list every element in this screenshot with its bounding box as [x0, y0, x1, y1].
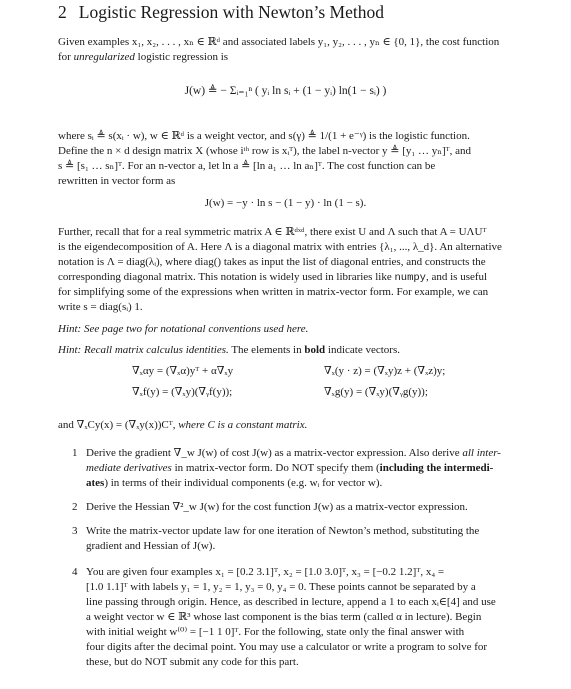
eigen-line-5: for simplifying some of the expressions when written in matrix-vector form. For example, we can: [58, 286, 489, 298]
task-1-bold-2: ates: [86, 477, 105, 489]
intro-text-tail: logistic regression is: [134, 51, 229, 63]
task-4-line-2: [1.0 1.1]ᵀ with labels y₁ = 1, y₂ = 1, y₃ = 0, y₄ = 0. These points cannot be separated by a: [86, 581, 476, 593]
hint-matrix-calculus: [58, 343, 541, 358]
hint-text: The elements in: [228, 344, 305, 356]
identity-1: ∇ₓαy = (∇ₓα)yᵀ + α∇ₓy: [132, 365, 234, 377]
identity-2: ∇ₓ(y · z) = (∇ₓy)z + (∇ₓz)y;: [324, 365, 446, 377]
task-3: [72, 524, 541, 554]
intro-emphasis: unregularized: [73, 51, 135, 63]
task-2-line-1: Derive the Hessian ∇²_w J(w) for the cost function J(w) as a matrix-vector expression.: [86, 501, 468, 513]
task-number: 3: [72, 525, 78, 537]
hint-notation: Hint: See page two for notational conventions used here.: [58, 323, 309, 335]
identity-5-note: where C is a constant matrix.: [178, 419, 308, 431]
task-4-line-6: four digits after the decimal point. You may use a calculator or write a program to solve for: [86, 641, 488, 653]
task-1-text: Derive the gradient ∇_w J(w) of cost J(w) as a matrix-vector expression. Also derive: [86, 447, 463, 459]
task-1-line-3: [86, 476, 541, 491]
hint-bold-word: bold: [304, 344, 326, 356]
task-1-bold: including the intermedi-: [379, 462, 494, 474]
where-line-2: Define the n × d design matrix X (whose iᵗʰ row is xᵢᵀ), the label n-vector y ≜ [y₁ … yₙ]ᵀ, and: [58, 145, 472, 157]
task-1-text-3: ) in terms of their individual components (e.g. wᵢ for vector w).: [104, 477, 383, 489]
identity-5: and ∇ₓCy(x) = (∇ₓy(x))Cᵀ,: [58, 419, 179, 431]
identity-4: ∇ₓg(y) = (∇ₓy)(∇ᵧg(y));: [324, 386, 428, 398]
section-title: Logistic Regression with Newton’s Method: [78, 2, 385, 22]
task-1-line-2: [86, 461, 541, 476]
task-4-line-4: a weight vector w ∈ ℝ³ whose last component is the bias term (called α in lecture). Begin: [86, 611, 482, 623]
eigen-line-6: write s = diag(sᵢ) 1.: [58, 301, 143, 313]
task-3-line-1: Write the matrix-vector update law for one iteration of Newton’s method, substituting the: [86, 525, 480, 537]
numpy-code: numpy: [394, 272, 426, 284]
section-heading: [58, 0, 384, 24]
task-4-line-1: You are given four examples x₁ = [0.2 3.1]ᵀ, x₂ = [1.0 3.0]ᵀ, x₃ = [−0.2 1.2]ᵀ, x₄ =: [86, 566, 445, 578]
task-1: [72, 446, 541, 491]
task-4-line-7: these, but do NOT submit any code for this part.: [86, 656, 299, 668]
eigen-line-3: notation is Λ = diag(λᵢ), where diag() takes as input the list of diagonal entries, and constructs the: [58, 256, 486, 268]
eigen-line-1: Further, recall that for a real symmetric matrix A ∈ ℝᵈˣᵈ, there exist U and Λ such that A = UΛUᵀ: [58, 226, 487, 238]
where-line-4: rewritten in vector form as: [58, 175, 176, 187]
intro-line-2: [58, 50, 541, 65]
section-number: 2: [58, 2, 67, 22]
task-number: 1: [72, 447, 78, 459]
task-1-emphasis-2: mediate derivatives: [86, 462, 172, 474]
task-4: [72, 565, 541, 670]
task-3-line-2: gradient and Hessian of J(w).: [86, 540, 216, 552]
task-4-line-5: with initial weight w⁽⁰⁾ = [−1 1 0]ᵀ. For the following, state only the final answer with: [86, 626, 465, 638]
intro-line-1: Given examples x₁, x₂, . . . , xₙ ∈ ℝᵈ and associated labels y₁, y₂, . . . , yₙ ∈ {0, 1}, the cost function: [58, 36, 500, 48]
task-4-line-3: line passing through origin. Hence, as described in lecture, append a 1 to each xᵢ∈[4] and use: [86, 596, 496, 608]
eigen-text: corresponding diagonal matrix. This notation is widely used in libraries like: [58, 271, 392, 283]
intro-text: for: [58, 51, 74, 63]
eigen-line-4: [58, 270, 541, 286]
task-2: [72, 500, 541, 515]
vector-equation: J(w) = −y · ln s − (1 − y) · ln (1 − s).: [204, 197, 367, 209]
cost-equation: J(w) ≜ − Σᵢ₌₁ⁿ ( yᵢ ln sᵢ + (1 − yᵢ) ln(1 − sᵢ) ): [184, 85, 387, 97]
task-1-text-2: in matrix-vector form. Do NOT specify them (: [171, 462, 380, 474]
task-1-emphasis: all inter-: [462, 447, 501, 459]
task-1-line-1: [86, 446, 541, 461]
task-number: 4: [72, 566, 78, 578]
identity-3: ∇ₓf(y) = (∇ₓy)(∇ᵧf(y));: [132, 386, 233, 398]
where-line-3: s ≜ [s₁ … sₙ]ᵀ. For an n-vector a, let ln a ≜ [ln a₁ … ln aₙ]ᵀ. The cost function can be: [58, 160, 436, 172]
where-line-1: where sᵢ ≜ s(xᵢ · w), w ∈ ℝᵈ is a weight vector, and s(γ) ≜ 1/(1 + e⁻ᵞ) is the logistic function.: [58, 130, 470, 142]
hint-label: Hint: Recall matrix calculus identities.: [58, 344, 229, 356]
hint-text-tail: indicate vectors.: [325, 344, 400, 356]
constant-matrix-identity: [58, 418, 541, 433]
eigen-text-tail: , and is useful: [425, 271, 488, 283]
eigen-line-2: is the eigendecomposition of A. Here Λ is a diagonal matrix with entries {λ₁, ..., λ_d}. An alternative: [58, 241, 502, 253]
task-number: 2: [72, 501, 78, 513]
